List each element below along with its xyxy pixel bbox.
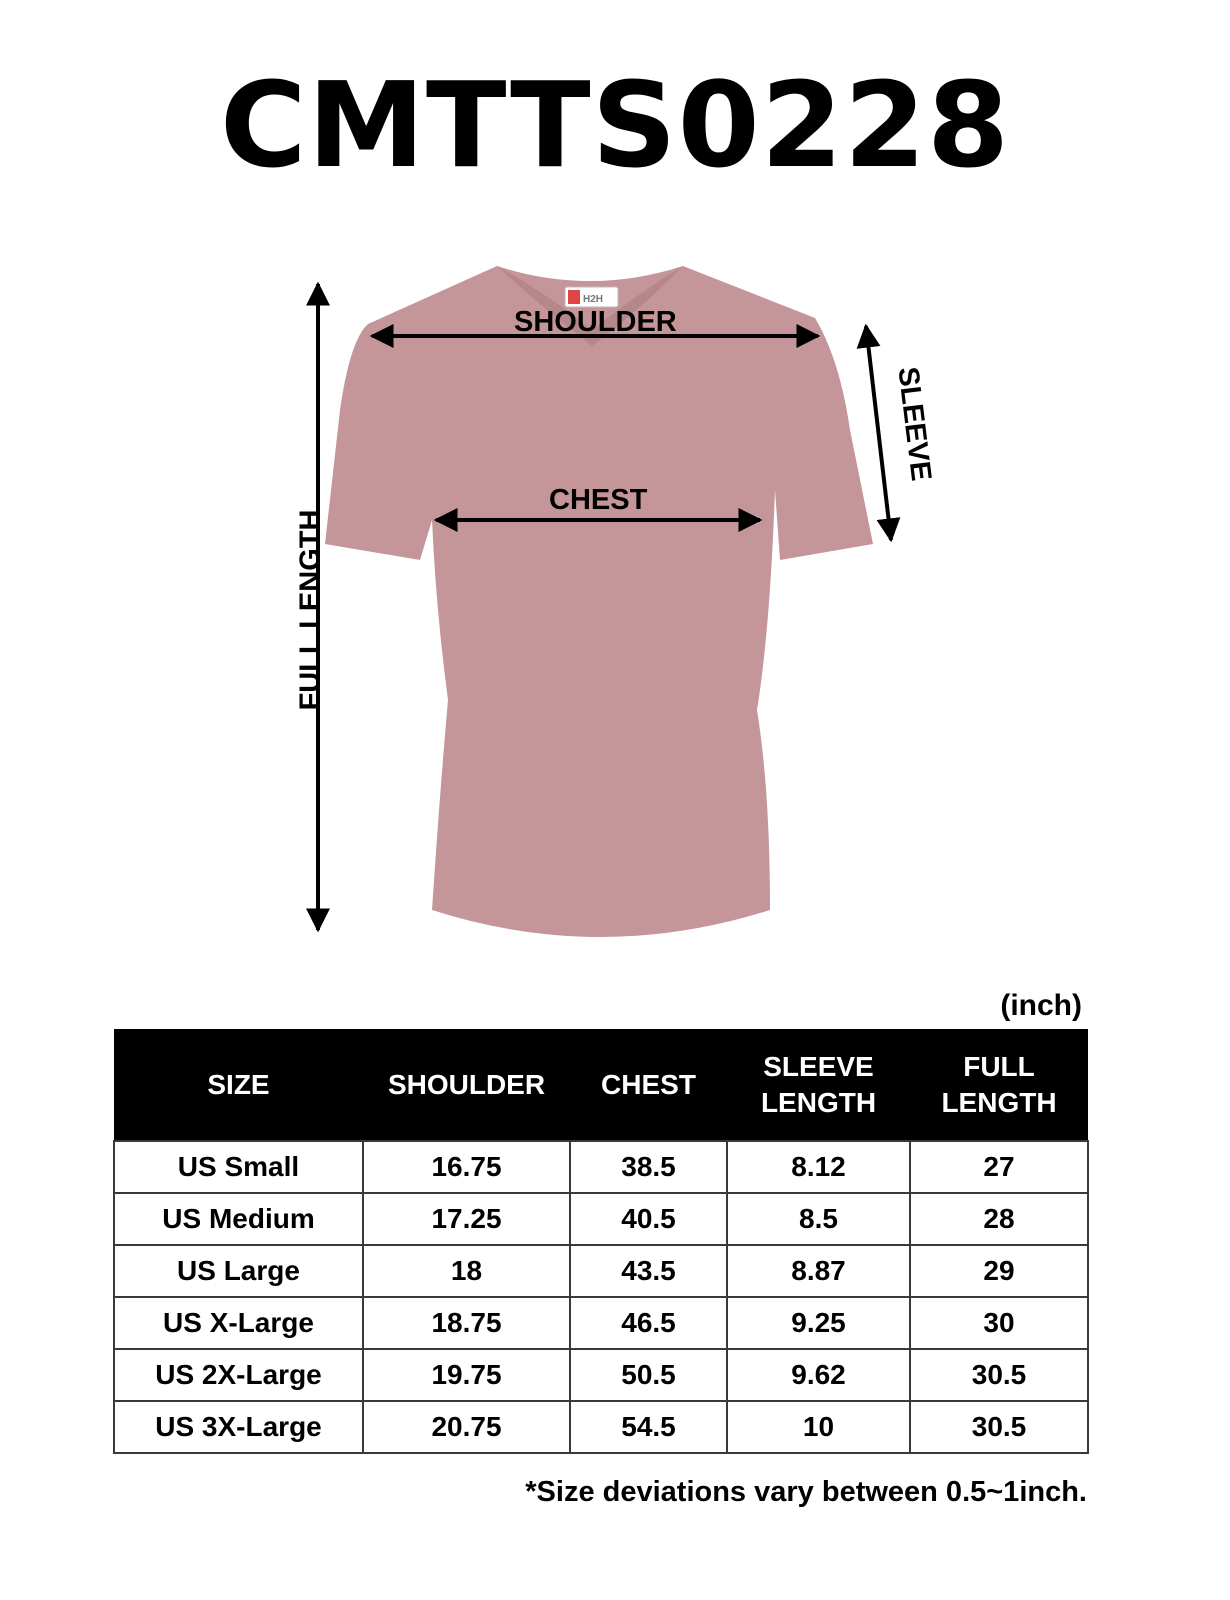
header-shoulder-text: SHOULDER — [387, 1068, 546, 1100]
table-cell: 8.12 — [727, 1141, 910, 1193]
sleeve-arrow — [866, 326, 891, 540]
shoulder-label: SHOULDER — [514, 306, 677, 338]
table-cell: 30.5 — [910, 1349, 1088, 1401]
brand-tag-text: H2H — [583, 294, 604, 305]
table-cell: 30.5 — [910, 1401, 1088, 1453]
table-cell: 16.75 — [363, 1141, 570, 1193]
table-cell: 30 — [910, 1297, 1088, 1349]
table-cell: 28 — [910, 1193, 1088, 1245]
full-length-label: FULL LENGTH — [294, 509, 327, 711]
table-cell: 17.25 — [363, 1193, 570, 1245]
table-row — [114, 1193, 1088, 1245]
table-cell: 54.5 — [570, 1401, 727, 1453]
header-shoulder — [363, 1029, 570, 1141]
table-cell: 20.75 — [363, 1401, 570, 1453]
table-cell: 46.5 — [570, 1297, 727, 1349]
table-cell: 50.5 — [570, 1349, 727, 1401]
product-code-title: CMTTS0228 — [219, 56, 1011, 194]
sleeve-label: SLEEVE — [891, 365, 938, 483]
table-cell: 19.75 — [363, 1349, 570, 1401]
table-cell: US Medium — [114, 1193, 363, 1245]
table-cell: 8.5 — [727, 1193, 910, 1245]
chest-label: CHEST — [549, 484, 648, 516]
table-cell: 18.75 — [363, 1297, 570, 1349]
table-cell: 40.5 — [570, 1193, 727, 1245]
table-cell: US Small — [114, 1141, 363, 1193]
table-cell: 29 — [910, 1245, 1088, 1297]
table-cell: 27 — [910, 1141, 1088, 1193]
tshirt-illustration — [0, 230, 1230, 990]
table-cell: 18 — [363, 1245, 570, 1297]
table-cell: US 3X-Large — [114, 1401, 363, 1453]
table-row — [114, 1141, 1088, 1193]
header-sleeve-length-text: SLEEVE LENGTH — [760, 1050, 877, 1118]
table-cell: 8.87 — [727, 1245, 910, 1297]
header-sleeve-length — [727, 1029, 910, 1141]
table-cell: 9.62 — [727, 1349, 910, 1401]
size-deviation-footnote: *Size deviations vary between 0.5~1inch. — [525, 1476, 1087, 1508]
measurement-diagram — [0, 230, 1230, 990]
header-chest-text: CHEST — [601, 1068, 696, 1100]
brand-tag-logo-icon — [568, 290, 580, 304]
table-cell: 9.25 — [727, 1297, 910, 1349]
table-row — [114, 1297, 1088, 1349]
table-cell: 43.5 — [570, 1245, 727, 1297]
table-header-row — [114, 1029, 1088, 1141]
table-cell: US 2X-Large — [114, 1349, 363, 1401]
table-cell: US Large — [114, 1245, 363, 1297]
table-cell: 38.5 — [570, 1141, 727, 1193]
header-chest — [570, 1029, 727, 1141]
table-cell: 10 — [727, 1401, 910, 1453]
header-full-length-text: FULL LENGTH — [941, 1050, 1057, 1118]
size-chart-table — [113, 1029, 1089, 1454]
table-row — [114, 1245, 1088, 1297]
table-cell: US X-Large — [114, 1297, 363, 1349]
header-size — [114, 1029, 363, 1141]
unit-note: (inch) — [1000, 989, 1082, 1022]
header-full-length — [910, 1029, 1088, 1141]
table-row — [114, 1401, 1088, 1453]
header-size-text: SIZE — [207, 1068, 270, 1100]
tshirt-shape — [325, 266, 873, 937]
table-row — [114, 1349, 1088, 1401]
